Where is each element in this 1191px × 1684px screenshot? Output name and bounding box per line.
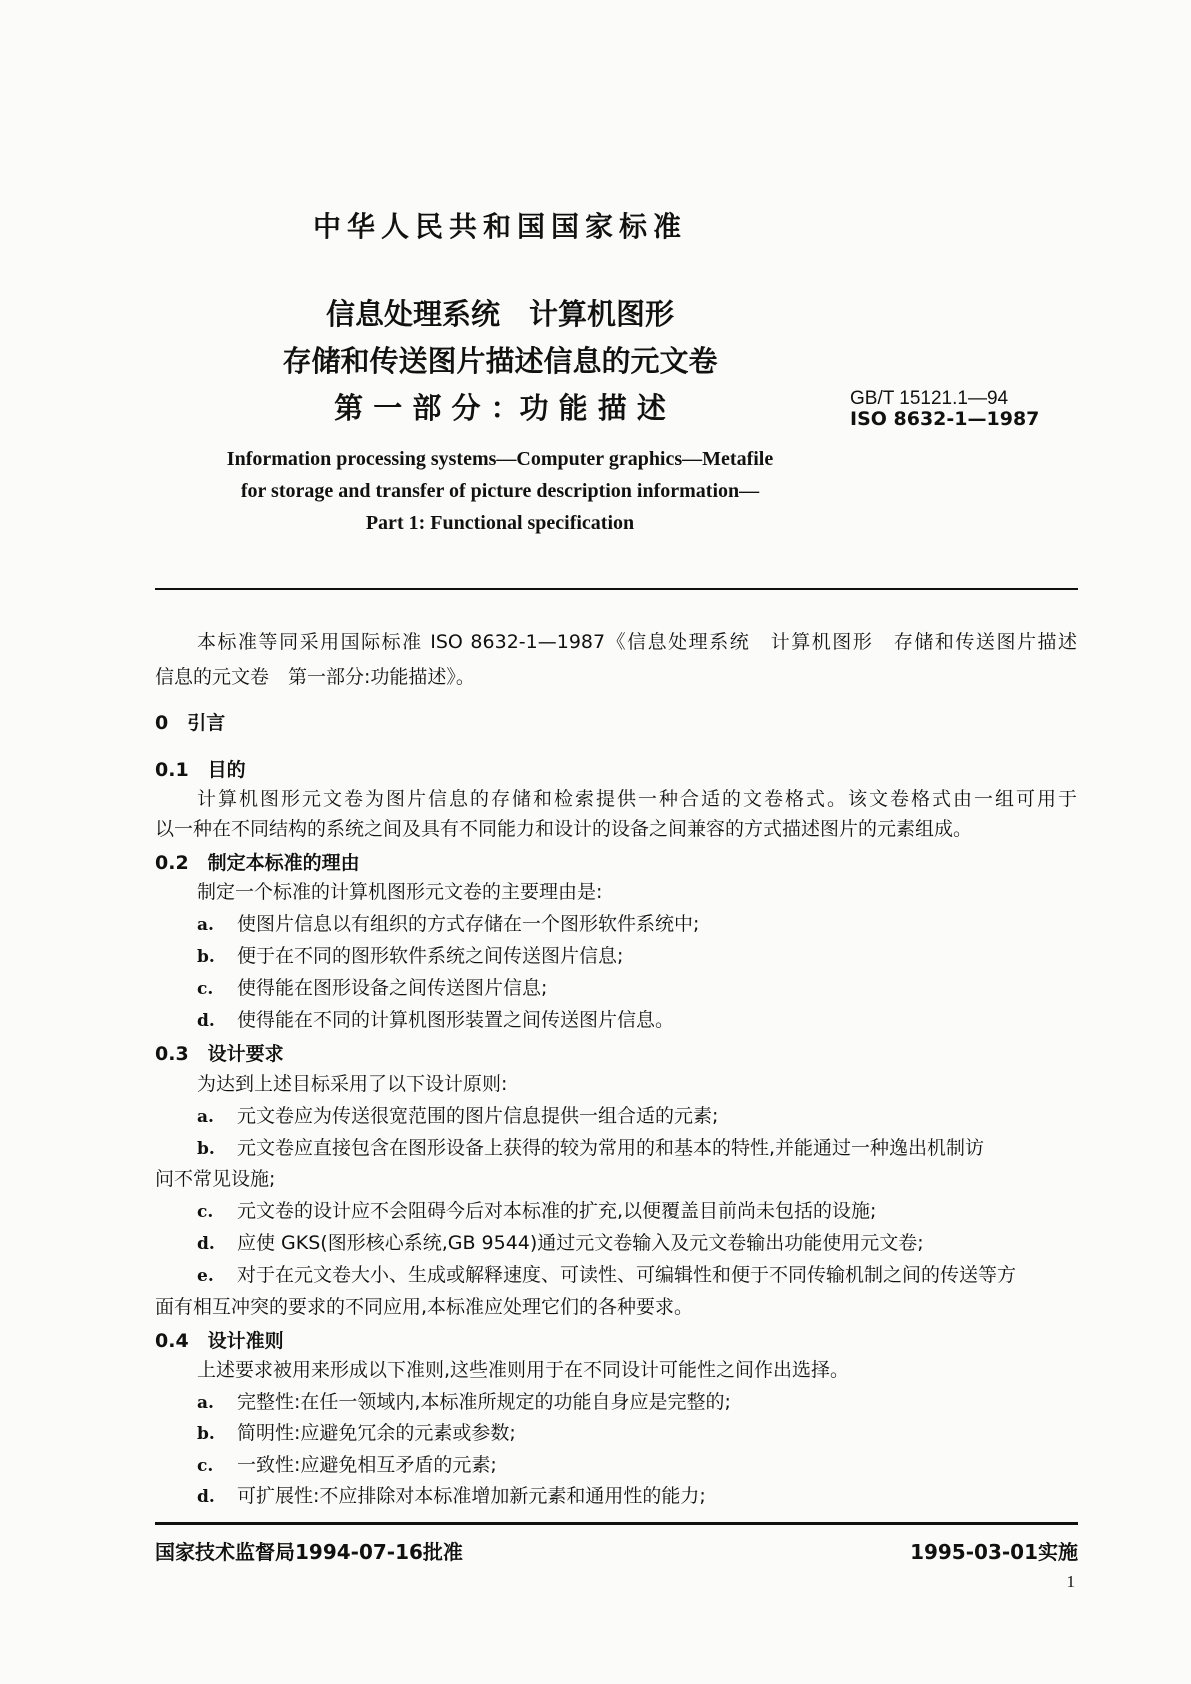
title-line: 存储和传送图片描述信息的元文卷 xyxy=(282,344,718,378)
national-standard-heading: 中华人民共和国国家标准 xyxy=(312,210,687,243)
list-item: b. 元文卷应直接包含在图形设备上获得的较为常用的和基本的特性,并能通过一种逸出机制访 xyxy=(197,1137,985,1159)
section-heading: 0.3 设计要求 xyxy=(155,1043,284,1065)
english-title-line: Part 1: Functional specification xyxy=(365,512,635,534)
intro-line: 信息的元文卷 第一部分:功能描述》。 xyxy=(155,666,475,688)
list-item: d. 应使 GKS(图形核心系统,GB 9544)通过元文卷输入及元文卷输出功能使用元文卷; xyxy=(197,1232,924,1254)
list-item: c. 一致性:应避免相互矛盾的元素; xyxy=(197,1454,497,1476)
list-item: a. 完整性:在任一领域内,本标准所规定的功能自身应是完整的; xyxy=(197,1391,731,1413)
english-title-line: Information processing systems—Computer graphics—Metafile xyxy=(226,448,774,470)
paragraph-line: 制定一个标准的计算机图形元文卷的主要理由是: xyxy=(197,881,603,903)
header-rule xyxy=(155,588,1078,590)
footer-rule xyxy=(155,1522,1078,1525)
standard-number: GB/T 15121.1—94 xyxy=(850,388,1009,409)
section-heading: 0 引言 xyxy=(155,712,226,734)
list-item-continuation: 问不常见设施; xyxy=(155,1168,276,1190)
section-heading: 0.4 设计准则 xyxy=(155,1330,284,1352)
list-item-continuation: 面有相互冲突的要求的不同应用,本标准应处理它们的各种要求。 xyxy=(155,1296,694,1318)
title-line: 信息处理系统 计算机图形 xyxy=(325,297,674,331)
effective-date: 1995-03-01实施 xyxy=(910,1540,1078,1564)
approval-date: 国家技术监督局1994-07-16批准 xyxy=(155,1540,463,1564)
list-item: a. 使图片信息以有组织的方式存储在一个图形软件系统中; xyxy=(197,913,700,935)
paragraph-line: 为达到上述目标采用了以下设计原则: xyxy=(197,1073,508,1095)
iso-number: ISO 8632-1—1987 xyxy=(850,408,1040,430)
paragraph-line: 计算机图形元文卷为图片信息的存储和检索提供一种合适的文卷格式。该文卷格式由一组可用于 xyxy=(197,788,1077,810)
english-title-line: for storage and transfer of picture description information— xyxy=(240,480,760,502)
list-item: a. 元文卷应为传送很宽范围的图片信息提供一组合适的元素; xyxy=(197,1105,719,1127)
list-item: d. 使得能在不同的计算机图形装置之间传送图片信息。 xyxy=(197,1009,675,1031)
paragraph-line: 上述要求被用来形成以下准则,这些准则用于在不同设计可能性之间作出选择。 xyxy=(197,1359,850,1381)
intro-line: 本标准等同采用国际标准 ISO 8632-1—1987《信息处理系统 计算机图形 存储和传送图片描述 xyxy=(197,631,1077,653)
paragraph-line: 以一种在不同结构的系统之间及具有不同能力和设计的设备之间兼容的方式描述图片的元素组成。 xyxy=(155,818,973,840)
list-item: c. 元文卷的设计应不会阻碍今后对本标准的扩充,以便覆盖目前尚未包括的设施; xyxy=(197,1200,877,1222)
list-item: b. 简明性:应避免冗余的元素或参数; xyxy=(197,1422,516,1444)
list-item: e. 对于在元文卷大小、生成或解释速度、可读性、可编辑性和便于不同传输机制之间的传送等方 xyxy=(197,1264,1017,1286)
list-item: c. 使得能在图形设备之间传送图片信息; xyxy=(197,977,548,999)
list-item: b. 便于在不同的图形软件系统之间传送图片信息; xyxy=(197,945,624,967)
title-line: 第 一 部 分 ：功 能 描 述 xyxy=(334,391,666,425)
page-number: 1 xyxy=(1066,1572,1075,1591)
section-heading: 0.1 目的 xyxy=(155,759,246,781)
section-heading: 0.2 制定本标准的理由 xyxy=(155,852,360,874)
list-item: d. 可扩展性:不应排除对本标准增加新元素和通用性的能力; xyxy=(197,1485,706,1507)
